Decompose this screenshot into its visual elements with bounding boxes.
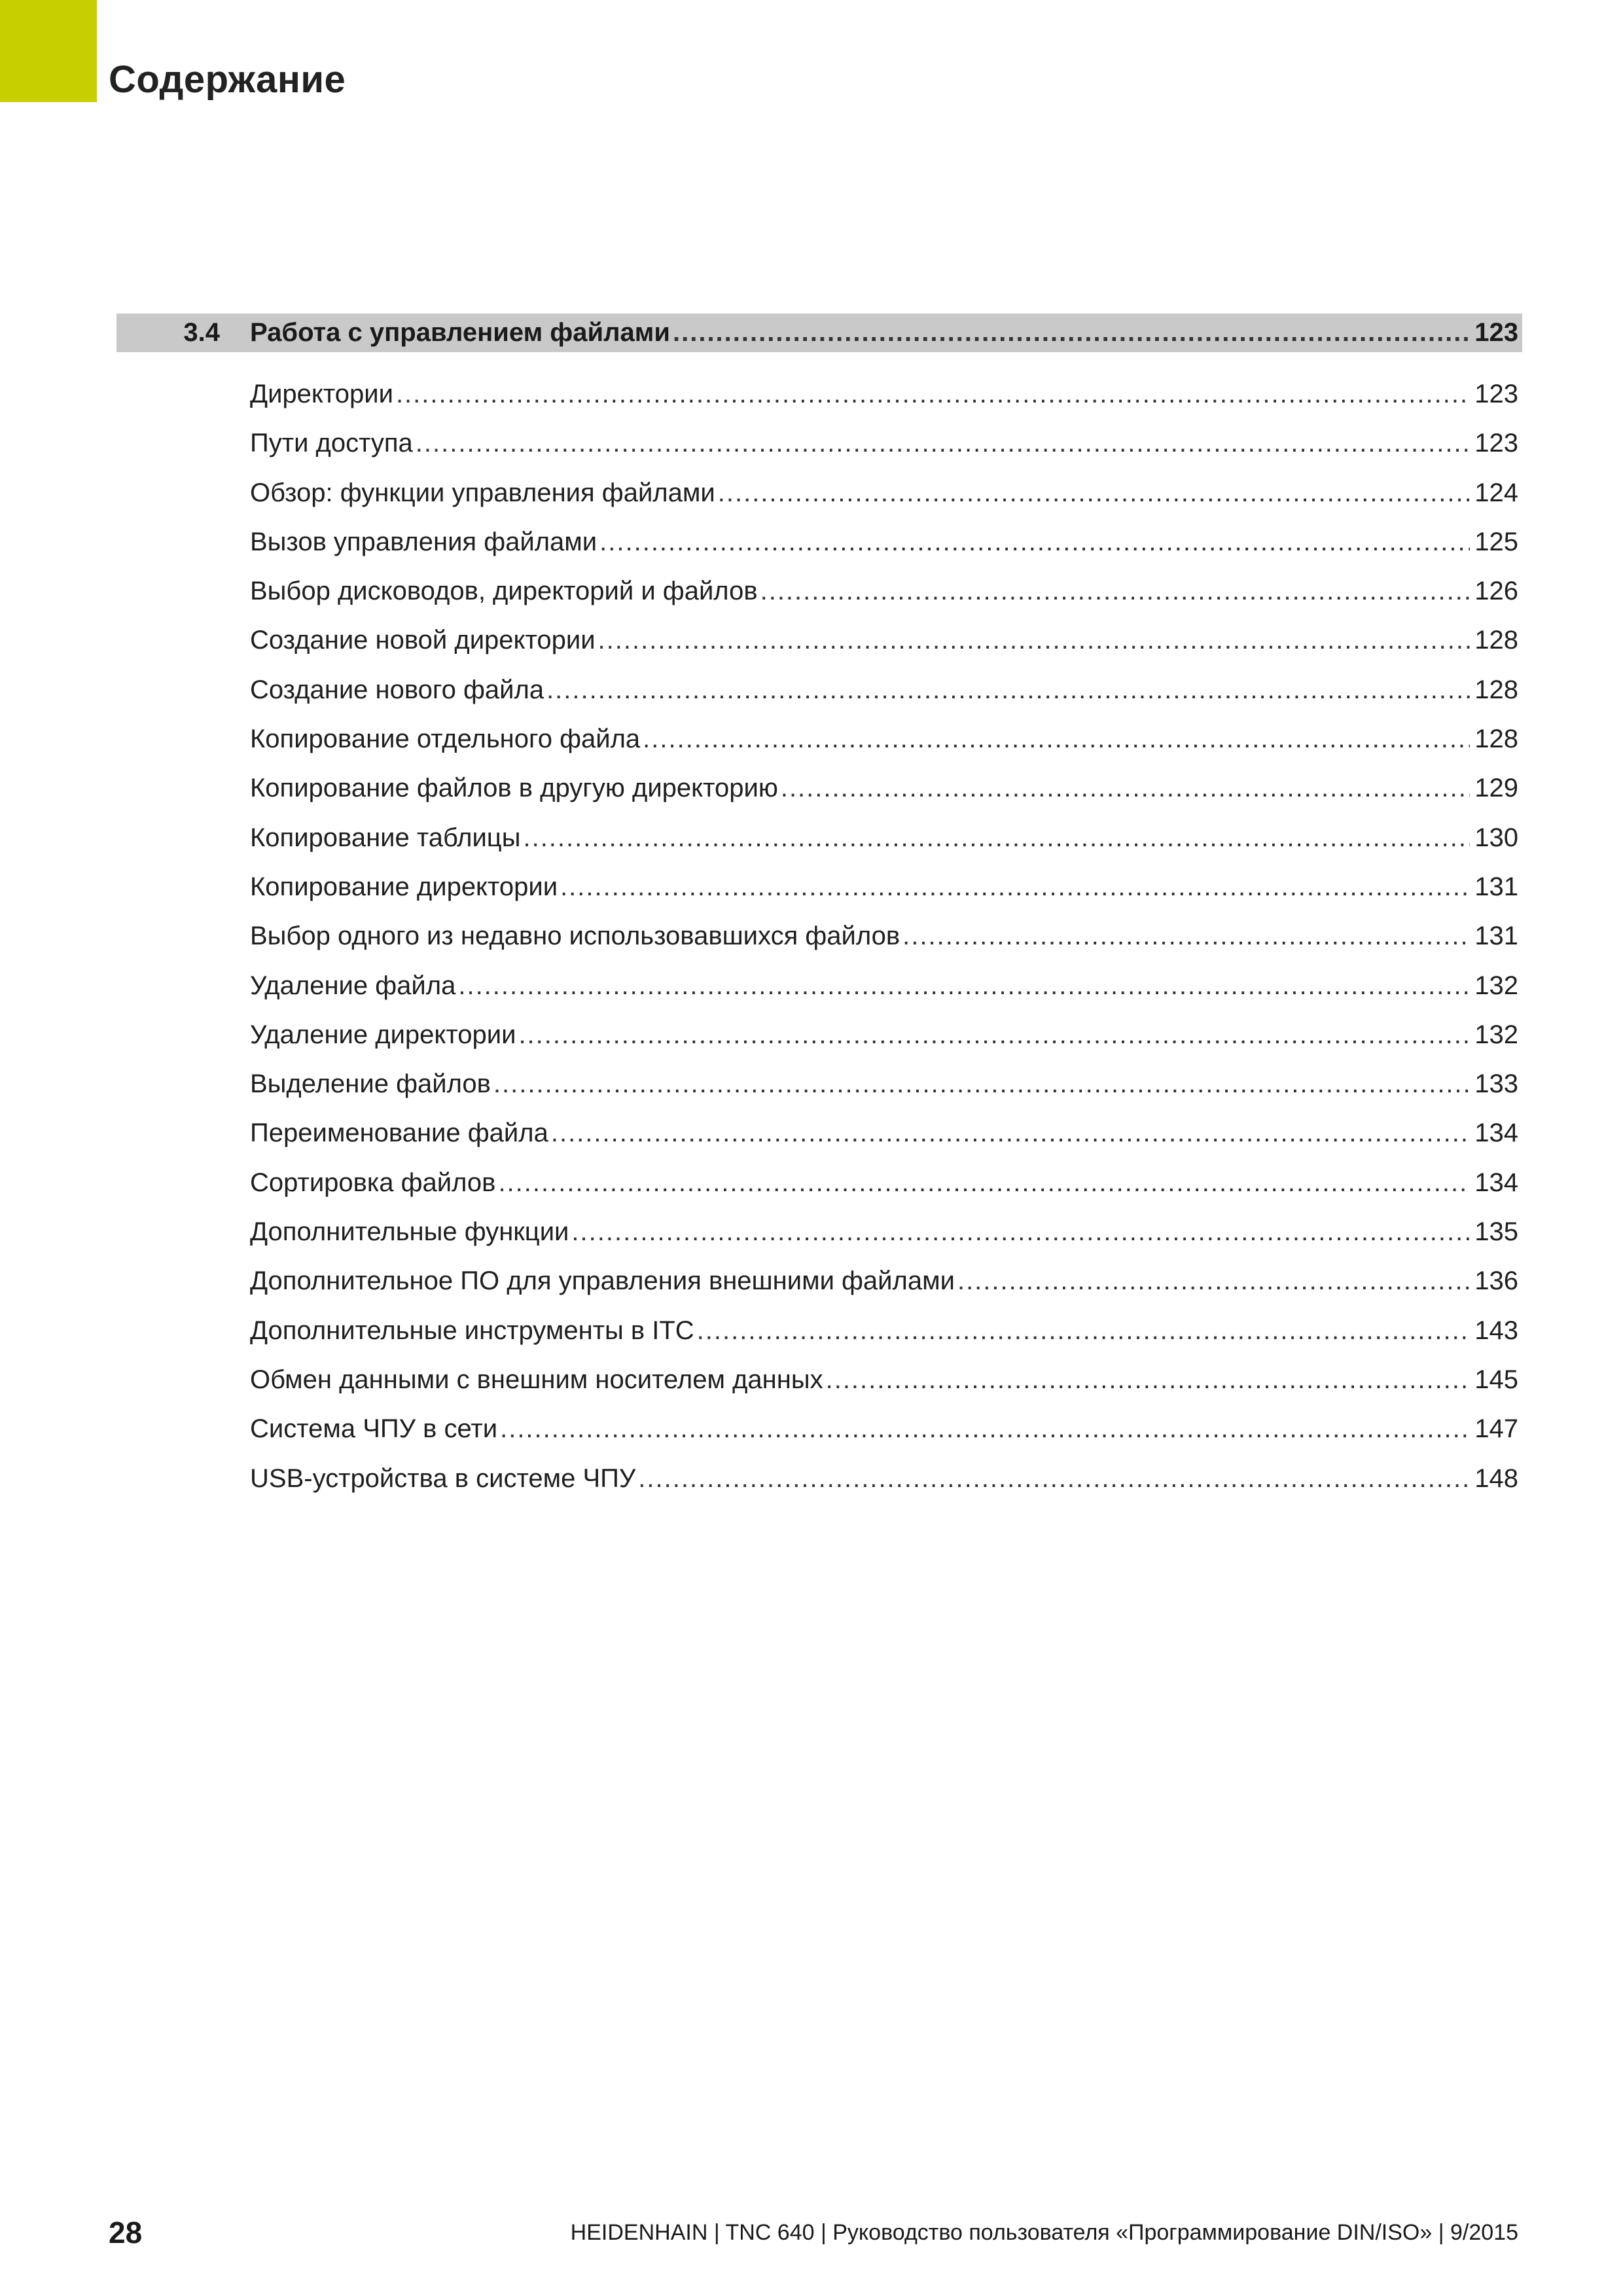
toc-entry-title: Копирование файлов в другую директорию bbox=[250, 774, 778, 803]
dot-leader bbox=[458, 971, 1470, 1001]
toc-entry-title: USB-устройства в системе ЧПУ bbox=[250, 1463, 636, 1493]
dot-leader bbox=[781, 774, 1470, 803]
toc-entry-page: 123 bbox=[1474, 380, 1518, 408]
toc-entry-title: Переименование файла bbox=[250, 1119, 548, 1148]
toc-entry-page: 128 bbox=[1474, 626, 1518, 655]
toc-entry-title: Пути доступа bbox=[250, 429, 413, 458]
toc-entry-page: 134 bbox=[1474, 1168, 1518, 1197]
toc-entry-title: Удаление файла bbox=[250, 971, 456, 1000]
toc-entry[interactable] bbox=[250, 1168, 1518, 1217]
toc-entry[interactable] bbox=[250, 675, 1518, 725]
toc-entry-title: Дополнительные функции bbox=[250, 1217, 569, 1247]
toc-entry-page: 145 bbox=[1474, 1365, 1518, 1394]
toc-entry[interactable] bbox=[250, 1464, 1518, 1513]
toc-entry[interactable] bbox=[250, 626, 1518, 675]
toc-entry-page: 135 bbox=[1474, 1217, 1518, 1247]
toc-entry-title: Система ЧПУ в сети bbox=[250, 1414, 498, 1444]
dot-leader bbox=[638, 1464, 1470, 1494]
toc-entry-page: 130 bbox=[1474, 823, 1518, 852]
toc-entry[interactable] bbox=[250, 774, 1518, 823]
dot-leader bbox=[518, 1020, 1470, 1050]
page-number: 28 bbox=[109, 2215, 143, 2250]
toc-entry[interactable] bbox=[250, 872, 1518, 922]
dot-leader bbox=[902, 922, 1470, 951]
section-title: Работа с управлением файлами bbox=[250, 318, 670, 347]
toc-entry-title: Директории bbox=[250, 380, 393, 408]
toc-entry-title: Обзор: функции управления файлами bbox=[250, 478, 715, 507]
dot-leader bbox=[396, 380, 1470, 409]
toc-entry-page: 128 bbox=[1474, 675, 1518, 704]
toc-entry-page: 126 bbox=[1474, 577, 1518, 606]
toc-section-heading[interactable] bbox=[116, 314, 1522, 352]
toc-entry-page: 132 bbox=[1474, 1020, 1518, 1049]
toc-entry-page: 148 bbox=[1474, 1463, 1518, 1493]
toc-entry[interactable] bbox=[250, 1414, 1518, 1463]
dot-leader bbox=[760, 577, 1470, 606]
toc-entry-page: 134 bbox=[1474, 1119, 1518, 1148]
toc-entry-page: 133 bbox=[1474, 1069, 1518, 1099]
dot-leader bbox=[599, 528, 1470, 557]
toc-entry[interactable] bbox=[250, 971, 1518, 1020]
toc-entry[interactable] bbox=[250, 922, 1518, 971]
dot-leader bbox=[500, 1414, 1470, 1444]
dot-leader bbox=[598, 626, 1470, 655]
toc-entry[interactable] bbox=[250, 725, 1518, 774]
dot-leader bbox=[718, 478, 1470, 508]
toc-entry-title: Выбор дисководов, директорий и файлов bbox=[250, 577, 758, 606]
dot-leader bbox=[643, 725, 1470, 754]
toc-entry-title: Вызов управления файлами bbox=[250, 527, 597, 556]
toc-entry-list bbox=[250, 380, 1518, 1513]
toc-entry-page: 132 bbox=[1474, 971, 1518, 1000]
dot-leader bbox=[957, 1266, 1470, 1296]
dot-leader bbox=[523, 823, 1470, 853]
dot-leader bbox=[546, 675, 1470, 705]
dot-leader bbox=[697, 1316, 1470, 1346]
toc-entry[interactable] bbox=[250, 429, 1518, 478]
toc-entry-title: Выделение файлов bbox=[250, 1069, 491, 1099]
toc-entry-title: Копирование отдельного файла bbox=[250, 725, 641, 754]
toc-entry-title: Дополнительное ПО для управления внешними файлами bbox=[250, 1266, 955, 1296]
toc-entry-title: Дополнительные инструменты в ITC bbox=[250, 1316, 694, 1345]
toc-entry-title: Обмен данными с внешним носителем данных bbox=[250, 1365, 823, 1394]
dot-leader bbox=[673, 318, 1470, 348]
toc-entry[interactable] bbox=[250, 1316, 1518, 1365]
toc-entry-page: 143 bbox=[1474, 1316, 1518, 1345]
toc-entry-title: Удаление директории bbox=[250, 1020, 516, 1049]
toc-entry[interactable] bbox=[250, 380, 1518, 429]
toc-entry[interactable] bbox=[250, 1217, 1518, 1266]
dot-leader bbox=[571, 1217, 1470, 1247]
dot-leader bbox=[826, 1365, 1470, 1395]
dot-leader bbox=[493, 1069, 1470, 1099]
toc-entry[interactable] bbox=[250, 528, 1518, 577]
dot-leader bbox=[560, 872, 1470, 902]
chapter-accent-block bbox=[0, 0, 97, 102]
dot-leader bbox=[416, 429, 1470, 458]
toc-entry-page: 128 bbox=[1474, 725, 1518, 754]
toc-entry-page: 147 bbox=[1474, 1414, 1518, 1444]
toc-entry[interactable] bbox=[250, 1365, 1518, 1414]
footer-text: HEIDENHAIN | TNC 640 | Руководство пользователя «Программирование DIN/ISO» | 9/2015 bbox=[570, 2220, 1518, 2245]
toc-entry[interactable] bbox=[250, 1020, 1518, 1069]
toc-entry-page: 125 bbox=[1474, 527, 1518, 556]
toc-entry[interactable] bbox=[250, 478, 1518, 528]
section-number: 3.4 bbox=[183, 318, 220, 347]
toc-entry[interactable] bbox=[250, 1069, 1518, 1119]
toc-entry-title: Сортировка файлов bbox=[250, 1168, 496, 1197]
toc-entry[interactable] bbox=[250, 577, 1518, 626]
toc-entry-page: 136 bbox=[1474, 1266, 1518, 1296]
toc-entry-title: Копирование таблицы bbox=[250, 823, 521, 852]
section-page-number: 123 bbox=[1474, 318, 1518, 347]
toc-entry-page: 131 bbox=[1474, 922, 1518, 951]
dot-leader bbox=[551, 1119, 1470, 1148]
toc-entry-page: 123 bbox=[1474, 429, 1518, 458]
toc-entry[interactable] bbox=[250, 1119, 1518, 1168]
dot-leader bbox=[498, 1168, 1470, 1198]
toc-entry-title: Создание нового файла bbox=[250, 675, 544, 704]
page-title: Содержание bbox=[109, 58, 346, 101]
toc-entry[interactable] bbox=[250, 1266, 1518, 1316]
toc-entry-page: 131 bbox=[1474, 872, 1518, 901]
toc-entry-page: 124 bbox=[1474, 478, 1518, 507]
toc-entry[interactable] bbox=[250, 823, 1518, 872]
toc-entry-title: Создание новой директории bbox=[250, 626, 596, 655]
toc-entry-page: 129 bbox=[1474, 774, 1518, 803]
toc-entry-title: Копирование директории bbox=[250, 872, 558, 901]
toc-entry-title: Выбор одного из недавно использовавшихся файлов bbox=[250, 922, 901, 951]
